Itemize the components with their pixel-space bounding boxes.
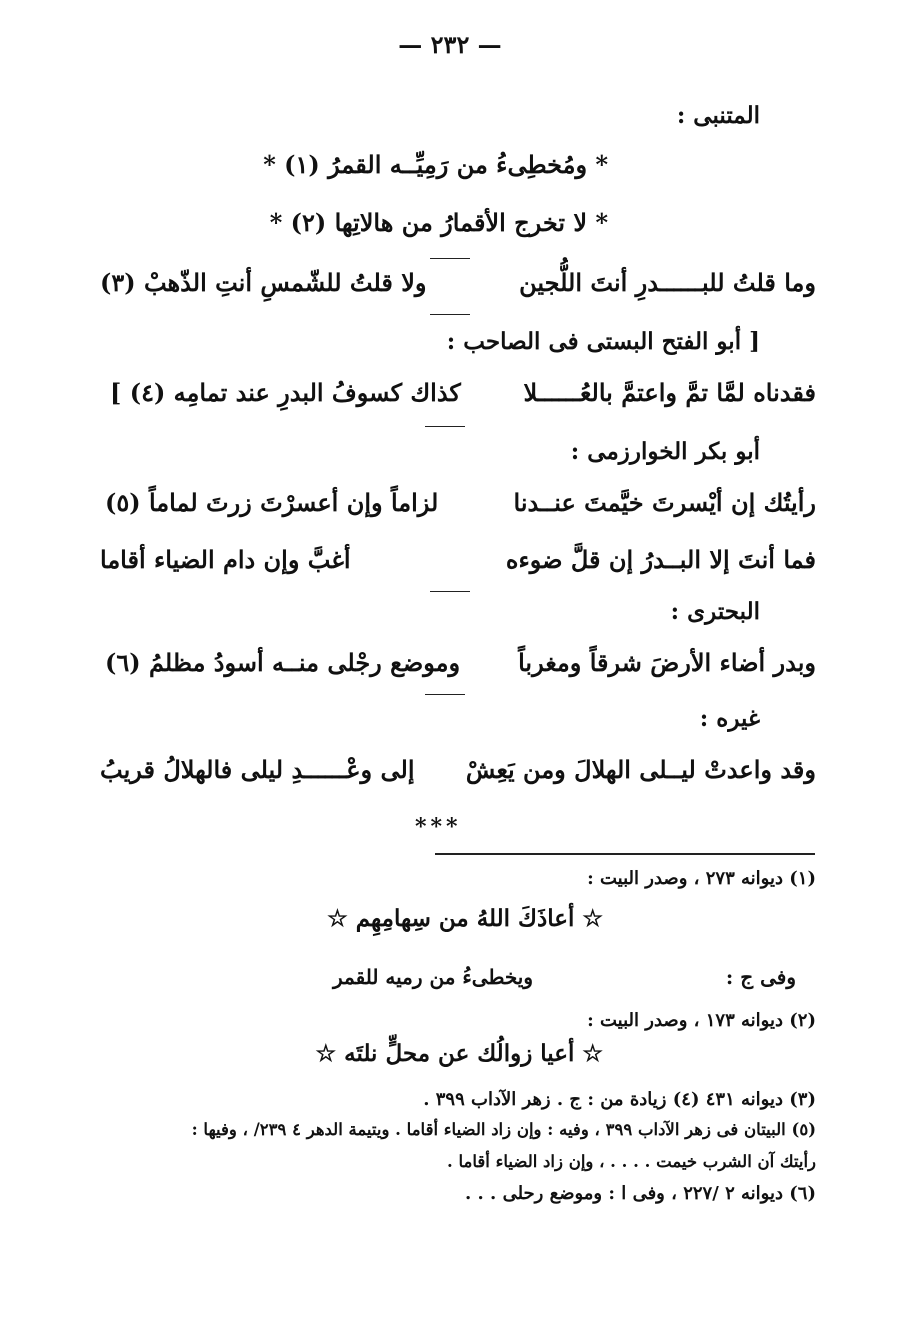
verse-left-hemistich: كذاك كسوفُ البدرِ عند تمامِه (٤) ] [110, 378, 461, 407]
verse-separator [425, 426, 465, 427]
footnote-5: (٥) البيتان فى زهر الآداب ٣٩٩ ، وفيه : وإن زاد الضياء أقاما . ويتيمة الدهر ٤ ٢٣٩/ ، وفيها : [191, 1120, 816, 1139]
footnote-1-variant-label: وفى ج : [725, 965, 796, 989]
verse-right-hemistich: وقد واعدتْ ليــلى الهلالَ ومن يَعِشْ [465, 755, 816, 784]
footnote-2: (٢) ديوانه ١٧٣ ، وصدر البيت : [587, 1010, 816, 1031]
verse-left-hemistich: أغبَّ وإن دام الضياء أقاما [100, 545, 351, 574]
poet-label-buhturi: البحترى : [670, 598, 760, 625]
poet-label-khwarazmi: أبو بكر الخوارزمى : [570, 438, 760, 465]
verse-left-hemistich: ولا قلتُ للشّمسِ أنتِ الذّهبْ (٣) [100, 268, 427, 297]
footnote-rule [435, 853, 815, 855]
footnote-1-variant-text: ويخطىءُ من رميه للقمر [333, 965, 533, 989]
verse-couplet [100, 545, 816, 585]
verse-couplet [110, 378, 816, 418]
poet-label-ghayruh: غيره : [699, 705, 760, 732]
footnote-2-verse: ☆ أعيا زوالُك عن محلٍّ نلتَه ☆ [315, 1040, 603, 1067]
verse-left-hemistich: إلى وعْــــــدِ ليلى فالهلالُ قريبُ [100, 755, 415, 784]
verse-couplet [105, 488, 816, 528]
section-end-asterisks: *** [415, 814, 462, 840]
verse-right-hemistich: وما قلتُ للبــــــدرِ أنتَ اللُّجين [519, 268, 816, 297]
verse-hemistich: * لا تخرج الأقمارُ من هالاتِها (٢) * [269, 208, 608, 237]
verse-separator [430, 314, 470, 315]
footnote-1: (١) ديوانه ٢٧٣ ، وصدر البيت : [587, 868, 816, 889]
page-number: — ٢٣٢ — [398, 30, 502, 59]
verse-right-hemistich: وبدر أضاء الأرضَ شرقاً ومغرباً [518, 648, 816, 677]
footnote-6: (٦) ديوانه ٢ /٢٢٧ ، وفى ا : وموضع رحلى . . . [464, 1183, 816, 1204]
verse-separator [430, 258, 470, 259]
verse-couplet [100, 755, 816, 795]
footnote-1-verse: ☆ أعاذَكَ اللهُ من سِهامِهِم ☆ [327, 905, 603, 932]
footnote-5-continued: رأيتك آن الشرب خيمت . . . . ، وإن زاد الضياء أقاما . [447, 1152, 816, 1171]
verse-left-hemistich: وموضع رجْلى منــه أسودُ مظلمُ (٦) [105, 648, 461, 677]
verse-right-hemistich: رأيتُك إن أيْسرتَ خيَّمتَ عنــدنا [513, 488, 816, 517]
verse-couplet [105, 648, 816, 688]
verse-separator [425, 694, 465, 695]
verse-couplet [100, 268, 816, 308]
verse-left-hemistich: لزاماً وإن أعسرْتَ زرتَ لماماً (٥) [105, 488, 439, 517]
verse-right-hemistich: فقدناه لمَّا تمَّ واعتمَّ بالعُــــــلا [523, 378, 816, 407]
verse-hemistich: * ومُخطِىءُ من رَمِيِّــه القمرُ (١) * [263, 150, 608, 179]
poet-label-busti: [ أبو الفتح البستى فى الصاحب : [446, 328, 760, 355]
verse-separator [430, 591, 470, 592]
footnote-3-4: (٣) ديوانه ٤٣١ (٤) زيادة من : ج . زهر الآداب ٣٩٩ . [423, 1089, 816, 1110]
poet-label-mutanabbi: المتنبى : [676, 102, 760, 129]
verse-right-hemistich: فما أنتَ إلا البــدرُ إن قلَّ ضوءه [505, 545, 816, 574]
